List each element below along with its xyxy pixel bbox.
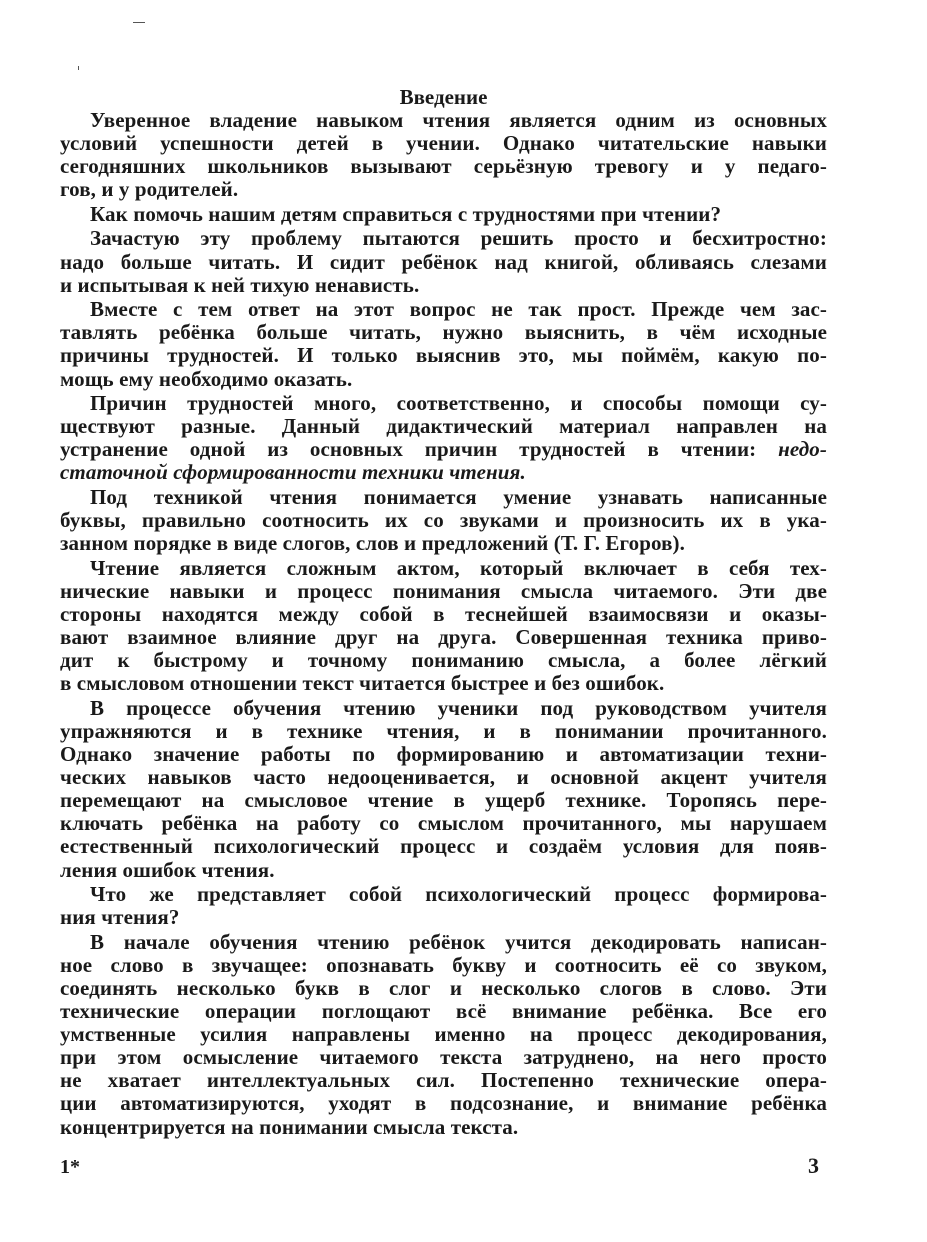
text-line	[60, 1116, 827, 1139]
page-number: 3	[808, 1153, 819, 1178]
text-line	[60, 203, 827, 226]
paragraph	[60, 109, 827, 201]
text-line	[60, 251, 827, 274]
text-segment: Однако значение работы по формированию и автоматизации техни-	[60, 742, 827, 767]
text-line	[60, 557, 827, 580]
text-line	[60, 766, 827, 789]
text-line	[60, 812, 827, 835]
text-segment: Уверенное владение навыком чтения является одним из основных	[90, 108, 827, 132]
text-segment: Под техникой чтения понимается умение узнавать написанные	[90, 485, 827, 509]
paragraph	[60, 557, 827, 696]
text-line	[60, 931, 827, 954]
document-page	[60, 85, 827, 1140]
paragraph	[60, 486, 827, 555]
italic-text: недо-	[778, 437, 827, 462]
text-line	[60, 835, 827, 858]
paragraph	[60, 298, 827, 390]
text-segment: Зачастую эту проблему пытаются решить просто и бесхитростно:	[90, 226, 827, 251]
text-segment: ции автоматизируются, уходят в подсознание, и внимание ребёнка	[60, 1091, 827, 1116]
text-line	[60, 438, 827, 461]
scan-speck	[133, 22, 145, 23]
text-line	[60, 672, 827, 695]
text-segment: умственные усилия направлены именно на процесс декодирования,	[60, 1022, 827, 1047]
text-segment: и испытывая к ней тихую ненависть.	[60, 272, 420, 297]
document-body	[60, 109, 827, 1139]
text-line	[60, 626, 827, 649]
text-line	[60, 132, 827, 155]
text-line	[60, 532, 827, 555]
text-line	[60, 720, 827, 743]
paragraph	[60, 931, 827, 1139]
text-segment: ное слово в звучащее: опознавать букву и соотносить её со звуком,	[60, 952, 827, 977]
text-segment: ществуют разные. Данный дидактический материал направлен на	[60, 414, 827, 439]
text-segment: надо больше читать. И сидит ребёнок над книгой, обливаясь слезами	[60, 249, 827, 274]
text-segment: тавлять ребёнка больше читать, нужно выяснить, в чём исходные	[60, 320, 827, 345]
text-line	[60, 155, 827, 178]
text-segment: Как помочь нашим детям справиться с трудностями при чтении?	[90, 201, 722, 226]
text-line	[60, 859, 827, 882]
text-segment: Что же представляет собой психологический процесс формирова-	[90, 882, 827, 907]
text-segment: при этом осмысление читаемого текста затруднено, на него просто	[60, 1045, 827, 1070]
text-line	[60, 509, 827, 532]
text-line	[60, 298, 827, 321]
text-segment: технические операции поглощают всё внимание ребёнка. Все его	[60, 999, 827, 1024]
paragraph	[60, 697, 827, 882]
text-line	[60, 415, 827, 438]
paragraph	[60, 227, 827, 296]
text-segment: устранение одной из основных причин трудностей в чтении:	[60, 437, 779, 462]
text-segment: Чтение является сложным актом, который включает в себя тех-	[90, 555, 827, 580]
text-segment: не хватает интеллектуальных сил. Постепенно технические опера-	[60, 1068, 827, 1093]
text-line	[60, 392, 827, 415]
text-segment: В начале обучения чтению ребёнок учится декодировать написан-	[90, 929, 827, 954]
text-line	[60, 883, 827, 906]
text-line	[60, 603, 827, 626]
signature-mark: 1*	[60, 1156, 80, 1178]
text-segment: упражняются и в технике чтения, и в понимании прочитанного.	[60, 718, 827, 743]
text-line	[60, 580, 827, 603]
text-segment: мощь ему необходимо оказать.	[60, 366, 353, 391]
scan-speck	[78, 66, 79, 70]
text-line	[60, 789, 827, 812]
text-line	[60, 906, 827, 929]
text-line	[60, 227, 827, 250]
text-segment: причины трудностей. И только выяснив это, мы поймём, какую по-	[60, 343, 827, 368]
text-segment: вают взаимное влияние друг на друга. Совершенная техника приво-	[60, 625, 827, 650]
text-segment: концентрируется на понимании смысла текста.	[60, 1114, 519, 1139]
text-segment: Вместе с тем ответ на этот вопрос не так прост. Прежде чем зас-	[90, 297, 827, 322]
text-line	[60, 461, 827, 484]
text-line	[60, 344, 827, 367]
text-line	[60, 977, 827, 1000]
text-segment: естественный психологический процесс и создаём условия для появ-	[60, 834, 827, 859]
page-title: Введение	[399, 85, 488, 109]
text-line	[60, 1092, 827, 1115]
text-segment: стороны находятся между собой в теснейшей взаимосвязи и оказы-	[60, 601, 827, 626]
text-line	[60, 368, 827, 391]
paragraph	[60, 392, 827, 484]
paragraph	[60, 203, 827, 226]
paragraph	[60, 883, 827, 929]
text-line	[60, 954, 827, 977]
text-segment: ческих навыков часто недооценивается, и основной акцент учителя	[60, 765, 827, 790]
text-line	[60, 697, 827, 720]
text-line	[60, 109, 827, 132]
text-line	[60, 1000, 827, 1023]
text-segment: гов, и у родителей.	[60, 177, 239, 202]
text-line	[60, 1069, 827, 1092]
text-segment: буквы, правильно соотносить их со звуками и произносить их в ука-	[60, 508, 827, 533]
text-segment: ключать ребёнка на работу со смыслом прочитанного, мы нарушаем	[60, 811, 827, 836]
text-line	[60, 1023, 827, 1046]
text-line	[60, 1046, 827, 1069]
text-segment: в смысловом отношении текст читается быстрее и без ошибок.	[60, 671, 665, 696]
text-line	[60, 178, 827, 201]
text-segment: дит к быстрому и точному пониманию смысла, а более лёгкий	[60, 648, 827, 673]
text-segment: сегодняшних школьников вызывают серьёзную тревогу и у педаго-	[60, 154, 827, 179]
text-segment: перемещают на смысловое чтение в ущерб технике. Торопясь пере-	[60, 788, 827, 813]
italic-text: статочной сформированности техники чтения.	[60, 460, 526, 485]
text-segment: условий успешности детей в учении. Однако читательские навыки	[60, 131, 827, 156]
text-segment: нические навыки и процесс понимания смысла читаемого. Эти две	[60, 578, 827, 603]
text-segment: соединять несколько букв в слог и несколько слогов в слово. Эти	[60, 975, 827, 1000]
text-line	[60, 486, 827, 509]
text-line	[60, 649, 827, 672]
text-line	[60, 743, 827, 766]
text-segment: Причин трудностей много, соответственно, и способы помощи су-	[90, 391, 827, 416]
text-line	[60, 274, 827, 297]
text-segment: В процессе обучения чтению ученики под руководством учителя	[90, 695, 827, 720]
text-segment: занном порядке в виде слогов, слов и предложений (Т. Г. Егоров).	[60, 531, 685, 556]
text-segment: ния чтения?	[60, 905, 180, 930]
text-line	[60, 321, 827, 344]
text-segment: ления ошибок чтения.	[60, 857, 275, 882]
